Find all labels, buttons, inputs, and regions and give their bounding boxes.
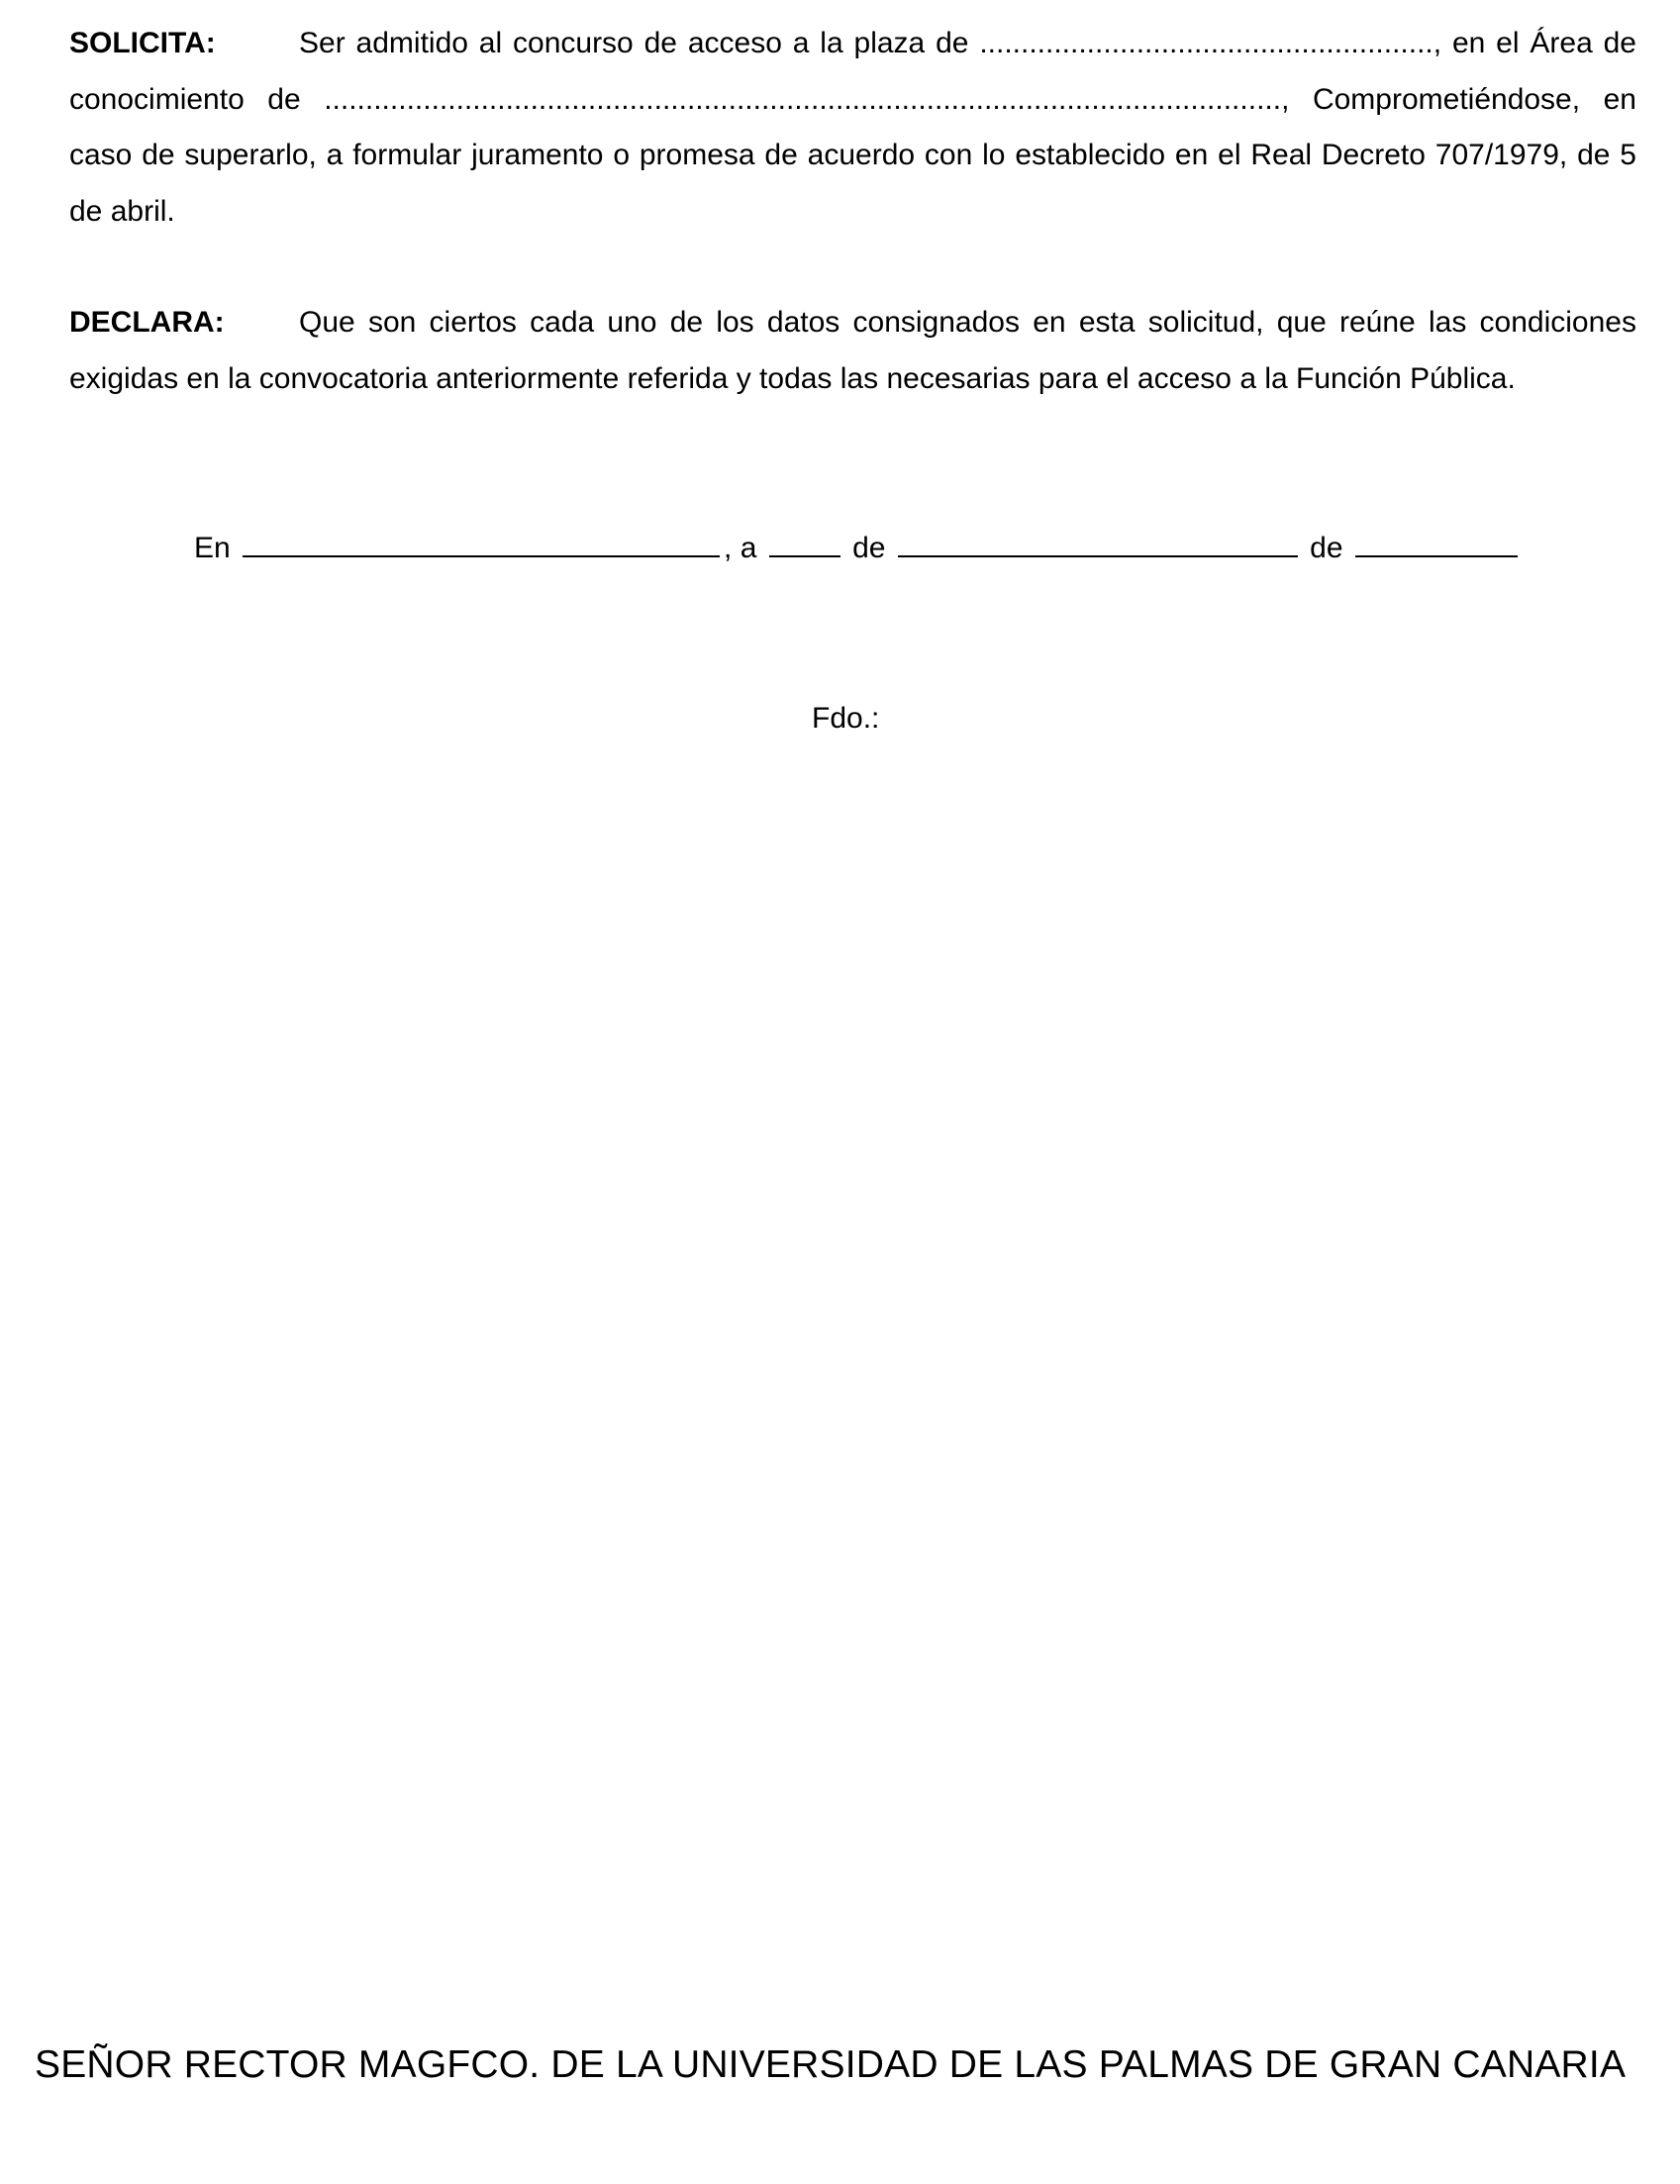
solicita-label: SOLICITA: [69,27,216,59]
month-blank[interactable] [898,526,1298,557]
date-de-label-1: de [852,532,886,564]
place-date-line [194,523,1522,574]
place-en-label: En [194,532,231,564]
signature-label: Fdo.: [812,702,880,735]
year-blank[interactable] [1355,526,1518,557]
solicita-text: Ser admitido al concurso de acceso a la plaza de ......................................................., en el Área de conocimiento de ...................................................................................................................., Comprometiéndose, en caso de superarlo, a formular juramento o promesa de acuerdo con lo establecido en el Real Decreto 707/1979, de 5 de abril. [69,27,1636,228]
place-blank[interactable] [243,526,720,557]
declara-text: Que son ciertos cada uno de los datos consignados en esta solicitud, que reúne las condiciones exigidas en la convocatoria anteriormente referida y todas las necesarias para el acceso a la Función Pública. [69,306,1636,395]
addressee-footer: SEÑOR RECTOR MAGFCO. DE LA UNIVERSIDAD DE LAS PALMAS DE GRAN CANARIA [35,2043,1627,2086]
solicita-paragraph [69,16,1636,240]
date-de-label-2: de [1310,532,1343,564]
place-a-label: , a [724,532,757,564]
declara-paragraph [69,295,1636,407]
day-blank[interactable] [769,526,840,557]
declara-label: DECLARA: [69,306,225,339]
